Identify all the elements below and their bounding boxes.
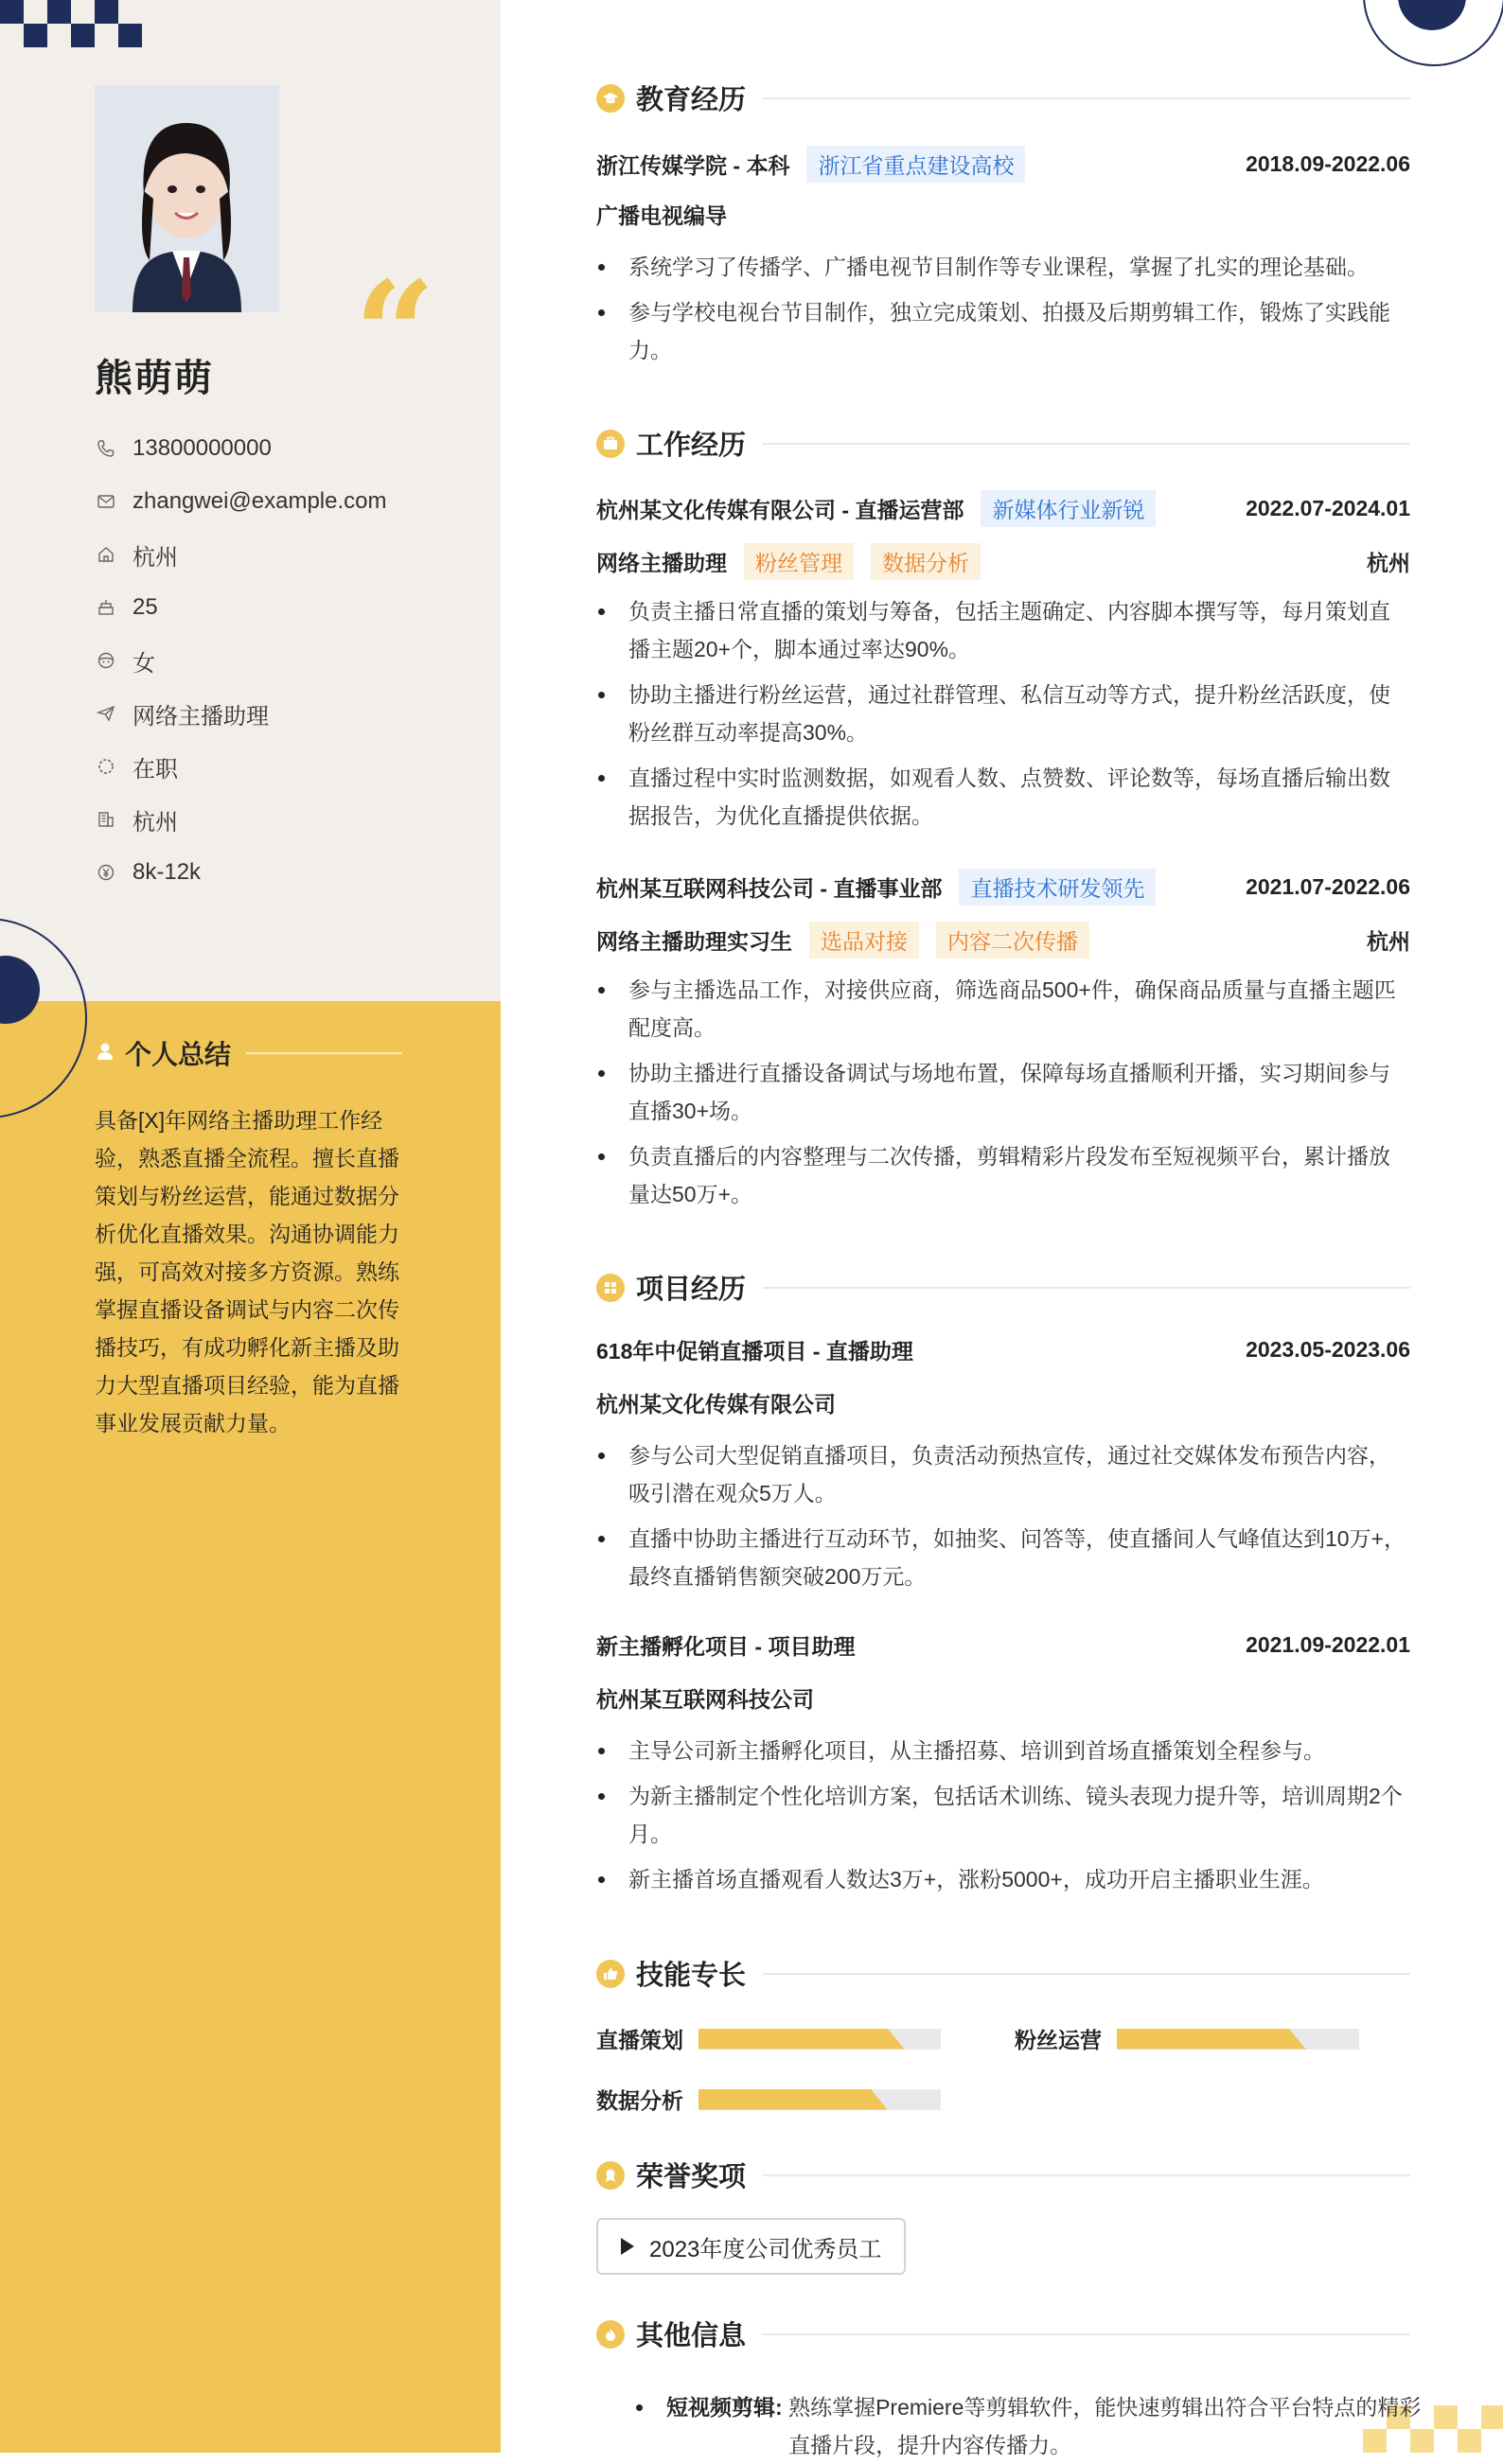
play-icon: [621, 2238, 634, 2255]
send-icon: [95, 702, 117, 725]
info-gender: [95, 634, 387, 687]
list-item: 系统学习了传播学、广播电视节目制作等专业课程，掌握了扎实的理论基础。: [596, 248, 1410, 286]
summary-text: 具备[X]年网络主播助理工作经验，熟悉直播全流程。擅长直播策划与粉丝运营，能通过数据分析优化直播效果。沟通协调能力强，可高效对接多方资源。熟练掌握直播设备调试与内容二次传播技巧，有成功孵化新主播及助力大型直播项目经验，能为直播事业发展贡献力量。: [95, 1108, 399, 1435]
work-1-company-row: [596, 490, 1410, 527]
section-rule: [763, 443, 1410, 445]
work-title: 工作经历: [636, 431, 747, 461]
list-item: 协助主播进行直播设备调试与场地布置，保障每场直播顺利开播，实习期间参与直播30+场。: [596, 1054, 1410, 1130]
info-city-text: 杭州: [133, 809, 178, 836]
work-heading: [596, 424, 1410, 463]
work-2-city: 杭州: [1367, 929, 1410, 954]
email-icon: [95, 490, 117, 513]
work-1-tag: 新媒体行业新锐: [981, 490, 1156, 527]
sidebar: [0, 0, 501, 2453]
list-item: [634, 2388, 1448, 2464]
work-1-skill-tag: 粉丝管理: [744, 543, 854, 580]
project-1-company: 杭州某文化传媒有限公司: [596, 1392, 836, 1417]
work-2-bullets: [596, 971, 1410, 1221]
project-2-company-row: [596, 1682, 1410, 1714]
info-home-text: 杭州: [133, 544, 178, 571]
summary-title-rule: [246, 1052, 402, 1054]
work-2-company-row: [596, 869, 1410, 906]
building-icon: [95, 808, 117, 831]
projects-title: 项目经历: [636, 1275, 747, 1305]
info-phone: [95, 422, 387, 475]
work-1-company: 杭州某文化传媒有限公司 - 直播运营部: [596, 498, 964, 522]
project-1-company-row: [596, 1387, 1410, 1418]
skills-title: 技能专长: [636, 1961, 747, 1991]
education-major-row: [596, 199, 1410, 230]
list-item: 新主播首场直播观看人数达3万+，涨粉5000+，成功开启主播职业生涯。: [596, 1860, 1410, 1898]
person-icon: [95, 1041, 115, 1066]
work-2-tag: 直播技术研发领先: [959, 869, 1156, 906]
education-bullets: [596, 248, 1410, 377]
work-1-role-row: [596, 543, 1410, 580]
honor-item[interactable]: [596, 2218, 906, 2275]
gender-icon: [95, 649, 117, 672]
list-item: 主导公司新主播孵化项目，从主播招募、培训到首场直播策划全程参与。: [596, 1732, 1410, 1769]
education-school: 浙江传媒学院 - 本科: [596, 153, 790, 178]
briefcase-icon: [596, 430, 625, 458]
home-icon: [95, 543, 117, 566]
work-2-skill-tag: 内容二次传播: [936, 922, 1089, 959]
education-title: 教育经历: [636, 85, 747, 115]
other-key: 短视频剪辑:: [666, 2395, 783, 2420]
work-2-role-row: [596, 922, 1410, 959]
project-2-row: [596, 1629, 1410, 1661]
age-icon: [95, 596, 117, 619]
section-rule: [763, 2333, 1410, 2335]
skill-bar-fill: [698, 2029, 905, 2050]
work-1-role: 网络主播助理: [596, 551, 727, 575]
section-rule: [763, 1973, 1410, 1975]
status-icon: [95, 755, 117, 778]
projects-heading: [596, 1268, 1410, 1307]
info-phone-text: 13800000000: [133, 435, 272, 461]
project-2-date: 2021.09-2022.01: [1246, 1632, 1410, 1657]
skills-heading: [596, 1954, 1410, 1993]
project-1-name: 618年中促销直播项目 - 直播助理: [596, 1339, 913, 1364]
education-school-row: [596, 146, 1410, 183]
work-1-skill-tag: 数据分析: [871, 543, 981, 580]
section-rule: [763, 97, 1410, 99]
flame-icon: [596, 2320, 625, 2349]
honor-text: 2023年度公司优秀员工: [649, 2236, 882, 2262]
skill-item: [596, 2084, 941, 2115]
quote-mark-decoration: “: [354, 251, 436, 417]
work-2-skill-tag: 选品对接: [809, 922, 919, 959]
education-date: 2018.09-2022.06: [1246, 151, 1410, 176]
work-1-date: 2022.07-2024.01: [1246, 496, 1410, 520]
project-1-bullets: [596, 1436, 1410, 1603]
other-title: 其他信息: [636, 2321, 747, 2351]
summary-title: 个人总结: [125, 1040, 232, 1069]
list-item: 负责直播后的内容整理与二次传播，剪辑精彩片段发布至短视频平台，累计播放量达50万+。: [596, 1137, 1410, 1213]
project-1-row: [596, 1334, 1410, 1365]
info-gender-text: 女: [133, 650, 155, 677]
project-2-company: 杭州某互联网科技公司: [596, 1687, 814, 1712]
honors-heading: [596, 2156, 1410, 2194]
skill-bar-fill: [698, 2089, 888, 2110]
salary-icon: [95, 861, 117, 884]
other-value: 熟练掌握Premiere等剪辑软件，能快速剪辑出符合平台特点的精彩直播片段，提升内容传播力。: [788, 2395, 1422, 2457]
work-2-company: 杭州某互联网科技公司 - 直播事业部: [596, 876, 943, 901]
phone-icon: [95, 437, 117, 460]
skill-bar: [698, 2089, 941, 2110]
work-1-bullets: [596, 592, 1410, 842]
project-2-bullets: [596, 1732, 1410, 1906]
info-position-text: 网络主播助理: [133, 703, 269, 730]
info-status-text: 在职: [133, 756, 178, 783]
list-item: 直播过程中实时监测数据，如观看人数、点赞数、评论数等，每场直播后输出数据报告，为优化直播提供依据。: [596, 759, 1410, 835]
list-item: 协助主播进行粉丝运营，通过社群管理、私信互动等方式，提升粉丝活跃度，使粉丝群互动率提高30%。: [596, 676, 1410, 751]
skill-item: [1015, 2023, 1359, 2054]
project-2-name: 新主播孵化项目 - 项目助理: [596, 1634, 856, 1659]
honors-title: 荣誉奖项: [636, 2162, 747, 2192]
info-age: [95, 581, 387, 634]
award-icon: [596, 2161, 625, 2190]
project-1-date: 2023.05-2023.06: [1246, 1337, 1410, 1362]
work-2-role: 网络主播助理实习生: [596, 929, 792, 954]
list-item: 负责主播日常直播的策划与筹备，包括主题确定、内容脚本撰写等，每月策划直播主题20+个，脚本通过率达90%。: [596, 592, 1410, 668]
list-item: 参与主播选品工作，对接供应商，筛选商品500+件，确保商品质量与直播主题匹配度高。: [596, 971, 1410, 1047]
education-heading: [596, 79, 1410, 117]
info-salary: [95, 846, 387, 899]
skill-bar-fill: [1117, 2029, 1306, 2050]
skill-name: 粉丝运营: [1015, 2028, 1102, 2052]
info-salary-text: 8k-12k: [133, 859, 202, 885]
graduation-cap-icon: [596, 84, 625, 113]
section-rule: [763, 1287, 1410, 1289]
skill-name: 直播策划: [596, 2028, 683, 2052]
education-tag: 浙江省重点建设高校: [806, 146, 1025, 183]
list-item: 参与公司大型促销直播项目，负责活动预热宣传，通过社交媒体发布预告内容，吸引潜在观众5万人。: [596, 1436, 1410, 1512]
info-status: [95, 740, 387, 793]
section-rule: [763, 2174, 1410, 2176]
checker-decoration: [0, 0, 147, 47]
info-position: [95, 687, 387, 740]
other-list: [596, 2388, 1448, 2464]
profile-photo: [95, 85, 279, 312]
other-heading: [596, 2314, 1410, 2353]
info-email: [95, 475, 387, 528]
skill-bar: [698, 2029, 941, 2050]
info-home: [95, 528, 387, 581]
grid-icon: [596, 1274, 625, 1302]
info-age-text: 25: [133, 594, 158, 620]
profile-name: 熊萌萌: [95, 358, 214, 399]
work-2-date: 2021.07-2022.06: [1246, 874, 1410, 899]
skill-bar: [1117, 2029, 1359, 2050]
info-email-text: zhangwei@example.com: [133, 488, 387, 514]
list-item: 参与学校电视台节目制作，独立完成策划、拍摄及后期剪辑工作，锻炼了实践能力。: [596, 293, 1410, 369]
thumbs-up-icon: [596, 1960, 625, 1988]
list-item: 为新主播制定个性化培训方案，包括话术训练、镜头表现力提升等，培训周期2个月。: [596, 1777, 1410, 1853]
summary-heading: [95, 1034, 402, 1072]
info-city: [95, 793, 387, 846]
work-1-city: 杭州: [1367, 551, 1410, 575]
list-item: 直播中协助主播进行互动环节，如抽奖、问答等，使直播间人气峰值达到10万+，最终直播销售额突破200万元。: [596, 1520, 1410, 1595]
skill-name: 数据分析: [596, 2088, 683, 2113]
skill-item: [596, 2023, 941, 2054]
education-major: 广播电视编导: [596, 203, 727, 228]
contact-info-list: [95, 422, 387, 899]
